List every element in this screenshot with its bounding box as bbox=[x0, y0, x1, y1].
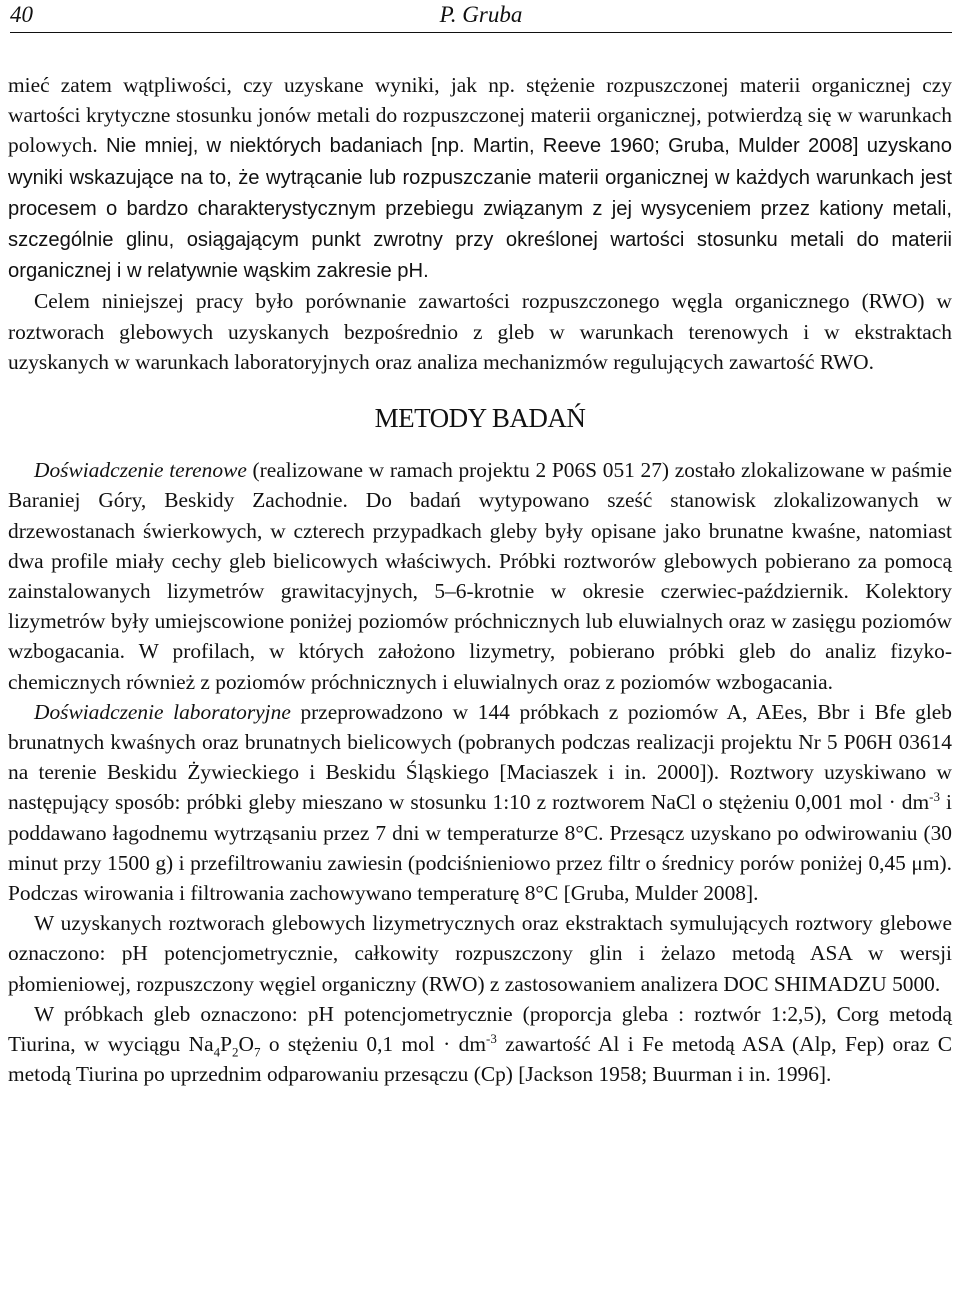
running-header bbox=[10, 2, 952, 33]
paragraph-soil-analysis bbox=[8, 999, 952, 1090]
paragraph-intro-continued bbox=[8, 70, 952, 286]
paragraph-text: (realizowane w ramach projektu 2 P06S 051 27) zostało zlokalizowane w paśmie Baraniej Góry, Beskidy Zachodnie. Do badań wytypowano sześć stanowisk zlokalizowanych w drzewostanach świerkowych, w czterech przypadkach gleby były opisane jako brunatne kwaśne, natomiast dwa profile miały cechy gleb bielicowych właściwych. Próbki roztworów glebowych pobierano za pomocą zainstalowanych lizymetrów grawitacyjnych, 5–6-krotnie w okresie czerwiec-październik. Kolektory lizymetrów były umiejscowione poniżej poziomów próchnicznych lub eluwialnych oraz w zasięgu poziomów wzbogacania. W profilach, w których założono lizymetry, pobierano próbki gleb do analiz fizyko-chemicznych również z poziomów próchnicznych i eluwialnych oraz z poziomów wzbogacania. bbox=[8, 458, 953, 694]
paragraph-text: O bbox=[238, 1032, 254, 1057]
paragraph-solutions-analysis: W uzyskanych roztworach glebowych lizymetrycznych oraz ekstraktach symulujących roztwory glebowe oznaczono: pH potencjometrycznie, całkowity rozpuszczony glin i żelazo metodą ASA w wersji płomieniowej, rozpuszczony węgiel organiczny (RWO) z zastosowaniem analizera DOC SHIMADZU 5000. bbox=[8, 911, 952, 996]
running-header-author: P. Gruba bbox=[439, 2, 523, 27]
page-number: 40 bbox=[10, 2, 33, 27]
section-heading: METODY BADAŃ bbox=[374, 403, 586, 434]
paragraph-field-experiment bbox=[8, 455, 952, 697]
paragraph-text: P bbox=[220, 1032, 232, 1057]
paragraph-text: zawartość Al i Fe metodą ASA (Alp, Fep) oraz C metodą Tiurina po uprzednim odparowaniu przesączu (Cp) [Jackson 1958; Buurman i in. 1996]. bbox=[8, 1032, 953, 1087]
paragraph-text: W próbkach gleb oznaczono: pH potencjometrycznie (proporcja gleba : roztwór 1:2,5), Corg metodą Tiurina, w wyciągu Na bbox=[8, 1001, 952, 1057]
paragraph-text: i poddawano łagodnemu wytrząsaniu przez 7 dni w temperaturze 8°C. Przesącz uzyskano po odwirowaniu (30 minut przy 1500 g) i przefiltrowaniu zawiesin (podciśnieniowo przez filtr o średnicy porów poniżej 0,45 μm). Podczas wirowania i filtrowania zachowywano temperaturę 8°C [Gruba, Mulder 2008]. bbox=[8, 790, 952, 906]
paragraph-lab-experiment bbox=[8, 697, 952, 908]
field-experiment-label: Doświadczenie terenowe bbox=[34, 458, 247, 483]
subscript: 7 bbox=[253, 1044, 261, 1060]
paragraph-text: mieć zatem wątpliwości, czy uzyskane wyniki, jak np. stężenie rozpuszczonej materii organicznej czy wartości krytyczne stosunku jonów metali do rozpuszczonej materii organicznej, potwierdzą się w warunkach polowych. bbox=[8, 73, 952, 158]
body-text bbox=[8, 70, 952, 1090]
lab-experiment-label: Doświadczenie laboratoryjne bbox=[34, 699, 291, 724]
paragraph-text: przeprowadzono w 144 próbkach z poziomów A, AEes, Bbr i Bfe gleb brunatnych kwaśnych oraz brunatnych bielicowych (pobranych podczas realizacji projektu Nr 5 P06H 03614 na terenie Beskidu Żywieckiego i Beskidu Śląskiego [Maciaszek i in. 2000]). Roztwory uzyskiwano w następujący sposób: próbki gleby mieszano w stosunku 1:10 z roztworem NaCl o stężeniu 0,001 mol · dm bbox=[8, 699, 952, 815]
subscript: 4 bbox=[213, 1044, 221, 1060]
subscript: 2 bbox=[231, 1044, 239, 1060]
paragraph-text-sans: Nie mniej, w niektórych badaniach [np. Martin, Reeve 1960; Gruba, Mulder 2008] uzyskano wyniki wskazujące na to, że wytrącanie lub rozpuszczanie materii organicznej w każdych warunkach jest procesem o bardzo charakterystycznym przebiegu związanym z jej wysyceniem przez kationy metali, szczególnie glinu, osiągającym punkt zwrotny przy określonej wartości stosunku metali do materii organicznej i w relatywnie wąskim zakresie pH. bbox=[8, 135, 952, 283]
paragraph-text: o stężeniu 0,1 mol · dm bbox=[260, 1032, 487, 1057]
paragraph-aim: Celem niniejszej pracy było porównanie zawartości rozpuszczonego węgla organicznego (RWO) w roztworach glebowych uzyskanych bezpośrednio z gleb w warunkach terenowych i w ekstraktach uzyskanych w warunkach laboratoryjnych oraz analiza mechanizmów regulujących zawartość RWO. bbox=[8, 289, 952, 374]
superscript: -3 bbox=[929, 789, 940, 805]
superscript: -3 bbox=[486, 1030, 497, 1046]
